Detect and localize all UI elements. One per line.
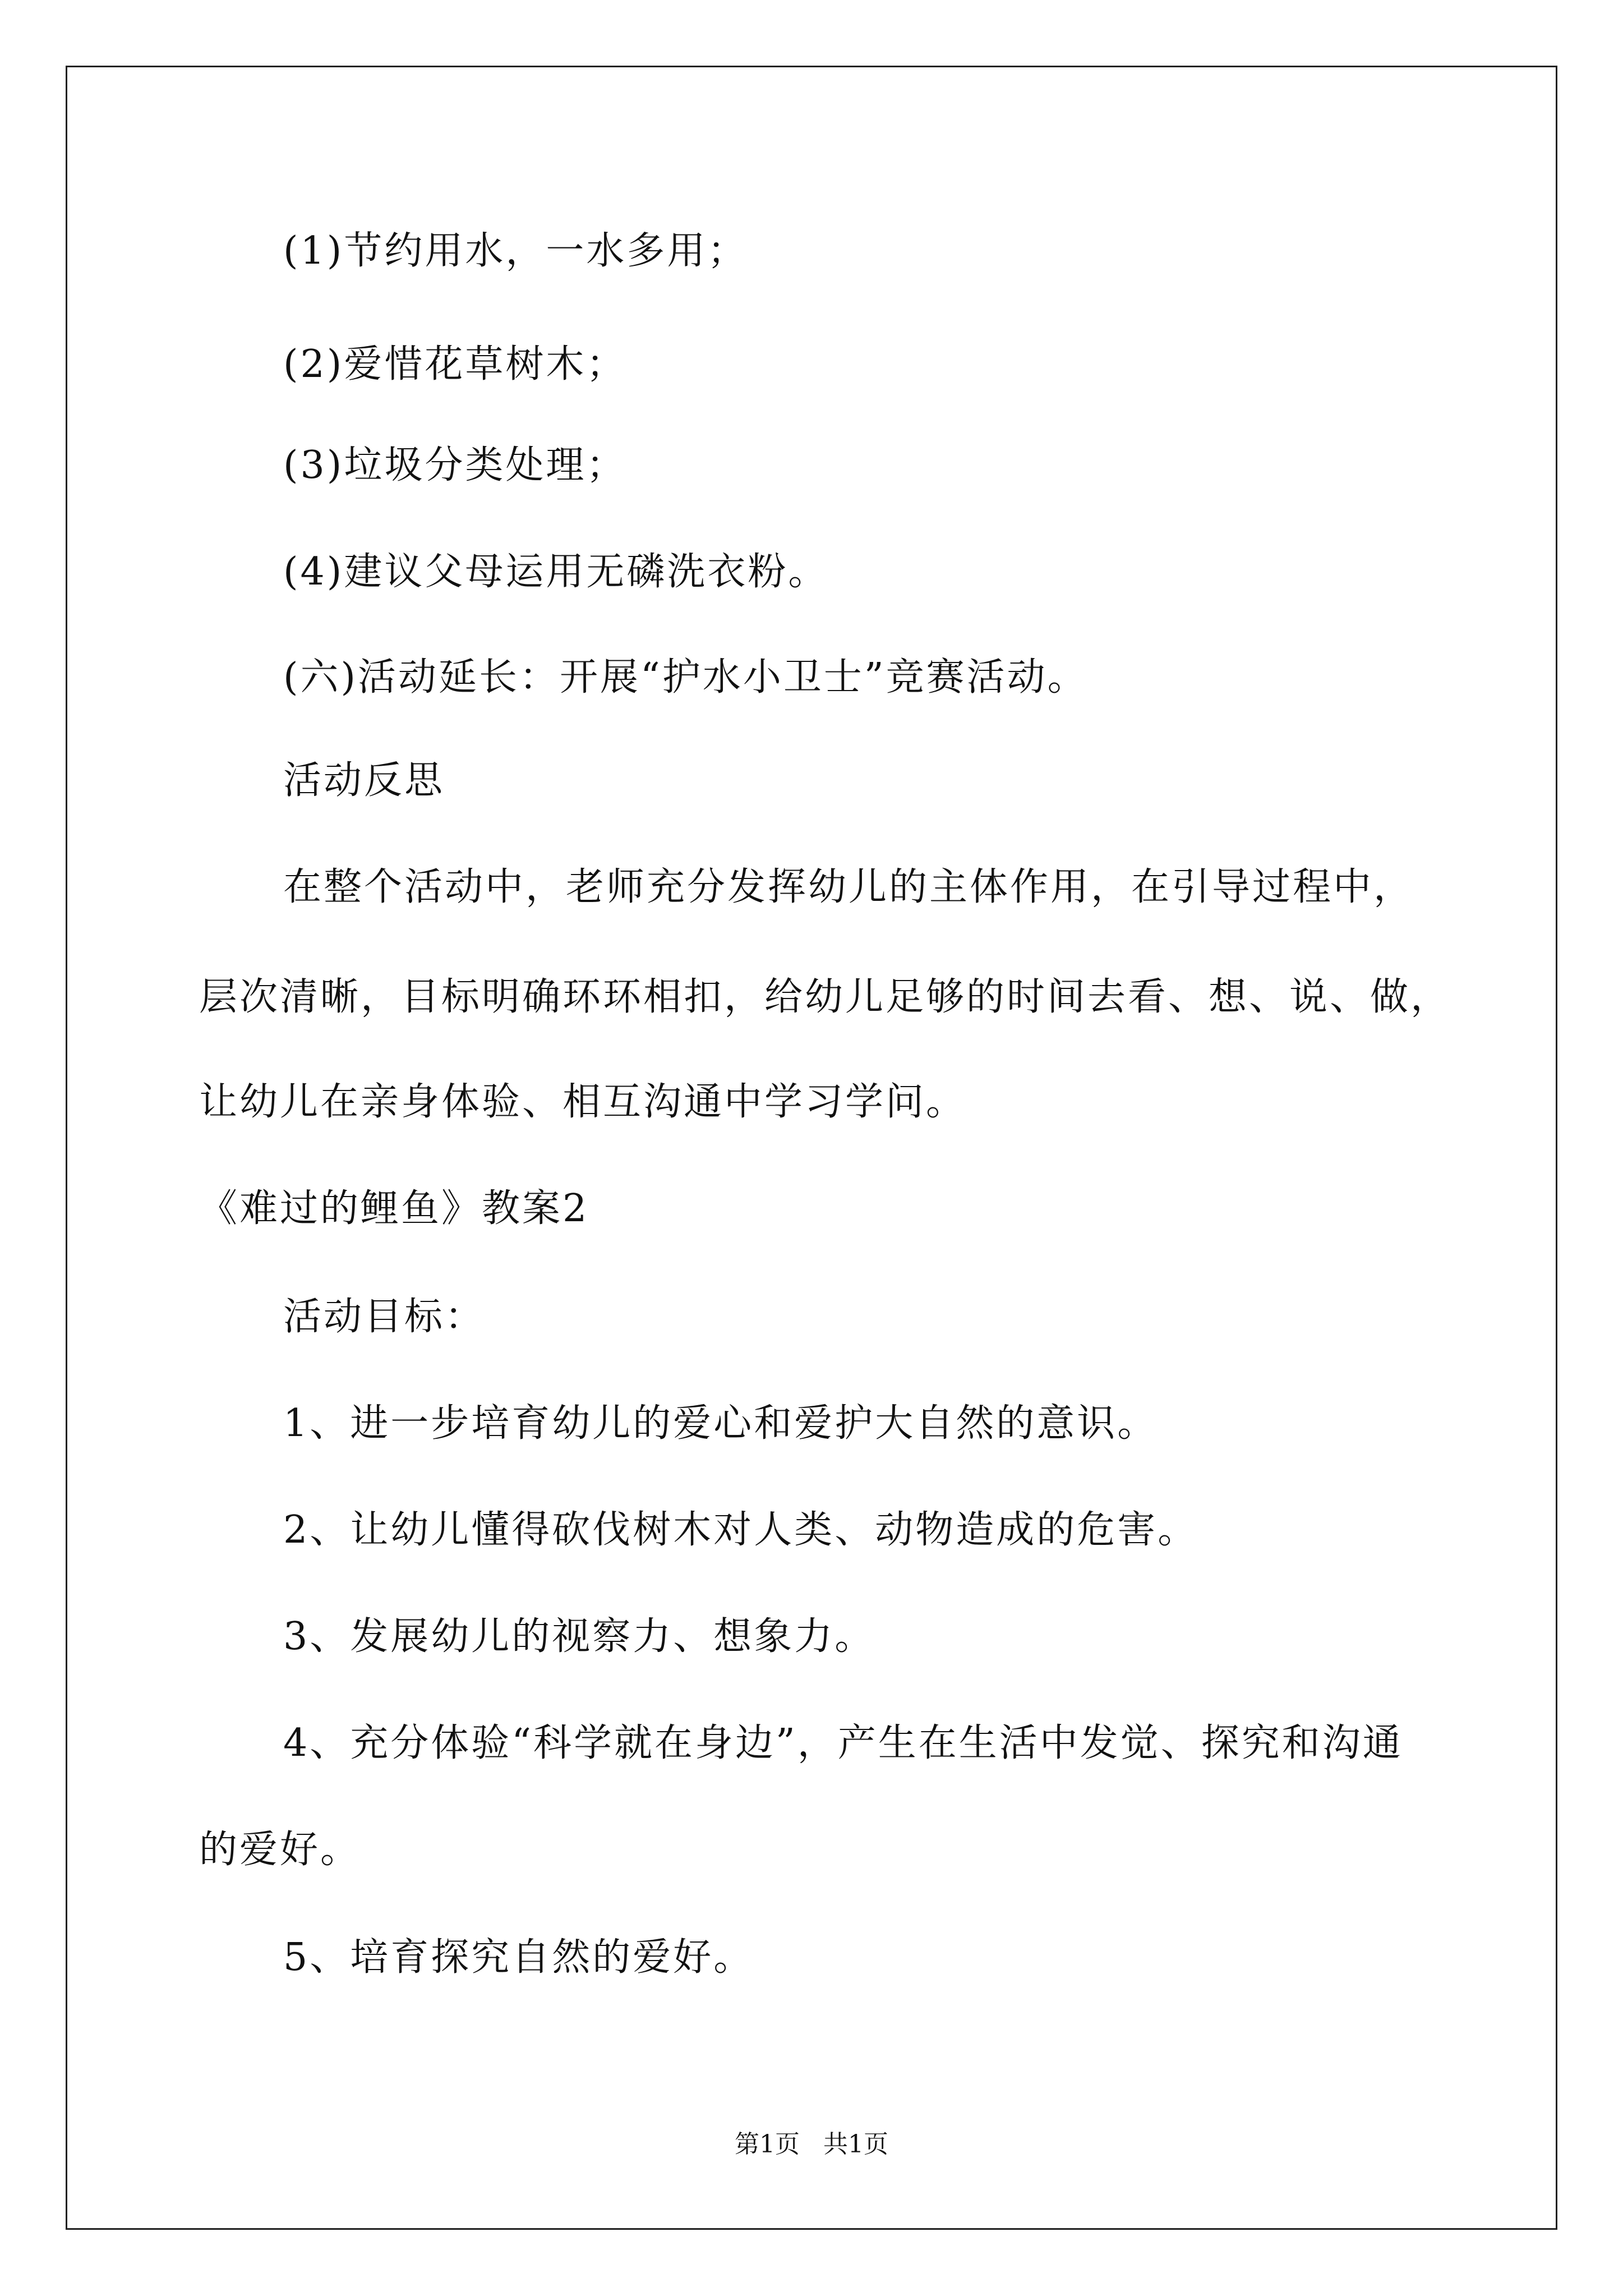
list-item: 4、充分体验“科学就在身边”，产生在生活中发觉、探究和沟通 xyxy=(283,1721,1403,1765)
section-heading: 活动反思 xyxy=(283,758,445,803)
list-item: 2、让幼儿懂得砍伐树木对人类、动物造成的危害。 xyxy=(283,1508,1198,1552)
list-item: 1、进一步培育幼儿的爱心和爱护大自然的意识。 xyxy=(283,1401,1158,1446)
paragraph-line: 让幼儿在亲身体验、相互沟通中学习学问。 xyxy=(199,1080,967,1124)
page-border xyxy=(66,66,1557,2230)
list-item: (六)活动延长：开展“护水小卫士”竞赛活动。 xyxy=(283,655,1088,700)
section-heading: 活动目标： xyxy=(283,1295,486,1339)
list-item: (2)爱惜花草树木； xyxy=(283,342,627,386)
list-item: (1)节约用水，一水多用； xyxy=(283,229,748,273)
list-item: 5、培育探究自然的爱好。 xyxy=(283,1935,754,1980)
lesson-title: 《难过的鲤鱼》教案2 xyxy=(199,1186,589,1231)
page-footer: 第1页 共1页 xyxy=(735,2130,888,2159)
list-item: (3)垃圾分类处理； xyxy=(283,443,627,487)
list-item-continuation: 的爱好。 xyxy=(199,1828,361,1872)
list-item: (4)建议父母运用无磷洗衣粉。 xyxy=(283,550,829,594)
paragraph-line: 在整个活动中，老师充分发挥幼儿的主体作用，在引导过程中， xyxy=(283,865,1414,909)
list-item: 3、发展幼儿的视察力、想象力。 xyxy=(283,1614,875,1659)
paragraph-line: 层次清晰，目标明确环环相扣，给幼儿足够的时间去看、想、说、做， xyxy=(199,975,1451,1019)
